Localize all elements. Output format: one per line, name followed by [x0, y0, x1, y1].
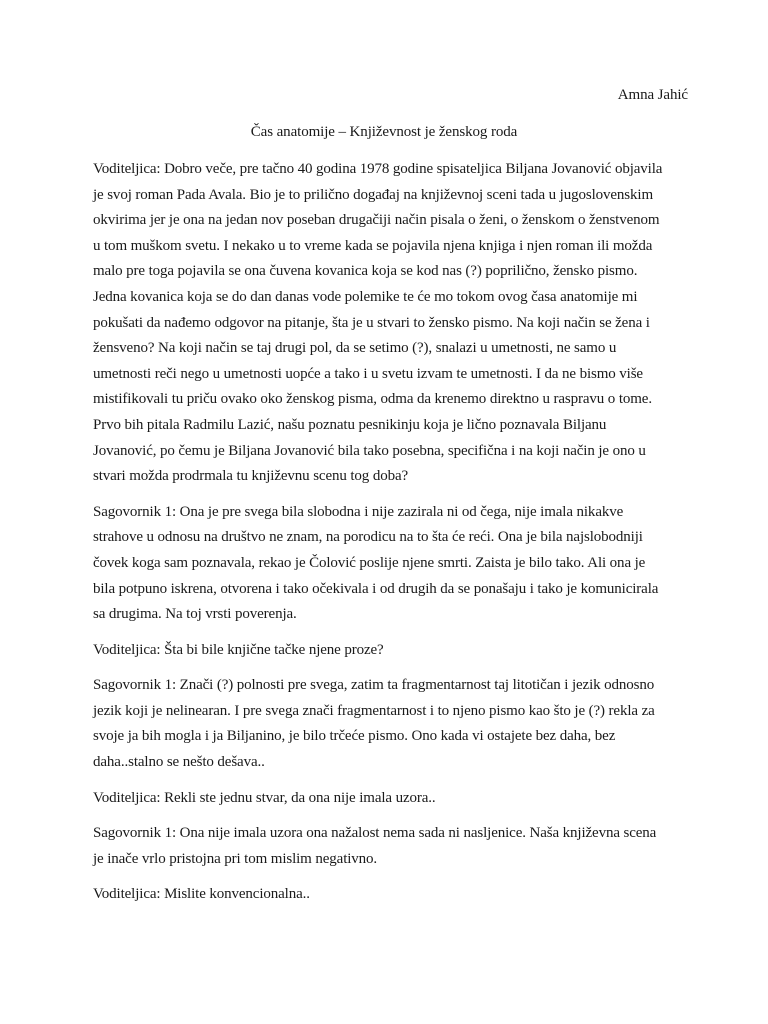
paragraph: Voditeljica: Mislite konvencionalna..: [93, 886, 310, 903]
document-title: Čas anatomije – Književnost je ženskog roda: [250, 124, 518, 140]
paragraph: Voditeljica: Šta bi bile knjične tačke njene proze?: [93, 641, 384, 658]
paragraph: Sagovornik 1: Znači (?) polnosti pre svega, zatim ta fragmentarnost taj litotičan i jezik odnosno jezik koji je nelinearan. I pre svega znači fragmentarnost i to njeno pismo kao što je (?) rekla za svoje ja bih mogla i ja Biljanino, je bilo trčeće pismo. Ono kada vi ostajete bez daha, bez daha..stalno se nešto dešava..: [93, 677, 655, 771]
paragraph: Voditeljica: Dobro veče, pre tačno 40 godina 1978 godine spisateljica Biljana Jovanović objavila je svoj roman Pada Avala. Bio je to prilično događaj na književnoj sceni tada u jugoslovenskim okvirima jer je ona na jedan nov poseban drugačiji način pisala o ženi, o ženskom o ženstvenom u tom muškom svetu. I nekako u to vreme kada se pojavila njena knjiga i njen roman ili možda malo pre toga pojavila se ona čuvena kovanica koja se kod nas (?) popriličnо, žensko pismo. Jedna kovanica koja se do dan danas vode polemike te će mo tokom ovog časa anatomije mi pokušati da nađemo odgovor na pitanje, šta je u stvari to žensko pismo. Na koji način se žena i žensveno? Na koji način se taj drugi pol, da se setimo (?), snalazi u umetnosti, ne samo u umetnosti reči nego u umetnosti uopće a tako i u svetu izvam te umetnosti. I da ne bismo više mistifikovali tu priču ovako oko ženskog pisma, odma da krenemo direktno u raspravu o tome. Prvo bih pitala Radmilu Lazić, našu poznatu pesnikinju koja je lično poznavala Biljanu Jovanović, po čemu je Biljana Jovanović bila tako posebna, specifična i na koji način je ono u stvari možda prodrmala tu književnu scenu tog doba?: [93, 161, 663, 485]
paragraph: Sagovornik 1: Ona nije imala uzora ona nažalost nema sada ni nasljenice. Naša književna scena je inače vrlo pristojna pri tom mislim negativno.: [93, 825, 657, 867]
paragraph: Voditeljica: Rekli ste jednu stvar, da ona nije imala uzora..: [93, 789, 436, 806]
author-name: Amna Jahić: [617, 87, 688, 103]
paragraph: Sagovornik 1: Ona je pre svega bila slobodna i nije zazirala ni od čega, nije imala nikakve strahove u odnosu na društvo ne znam, na porodicu na to šta će reći. Ona je bila najslobodniji čovek koga sam poznavala, rekao je Čolović poslije njene smrti. Zaista je bilo tako. Ali ona je bila potpuno iskrena, otvorena i tako očekivala i od drugih da se ponašaju i tako je komunicirala sa drugima. Na toj vrsti poverenja.: [93, 503, 659, 623]
document-body: [93, 157, 667, 918]
